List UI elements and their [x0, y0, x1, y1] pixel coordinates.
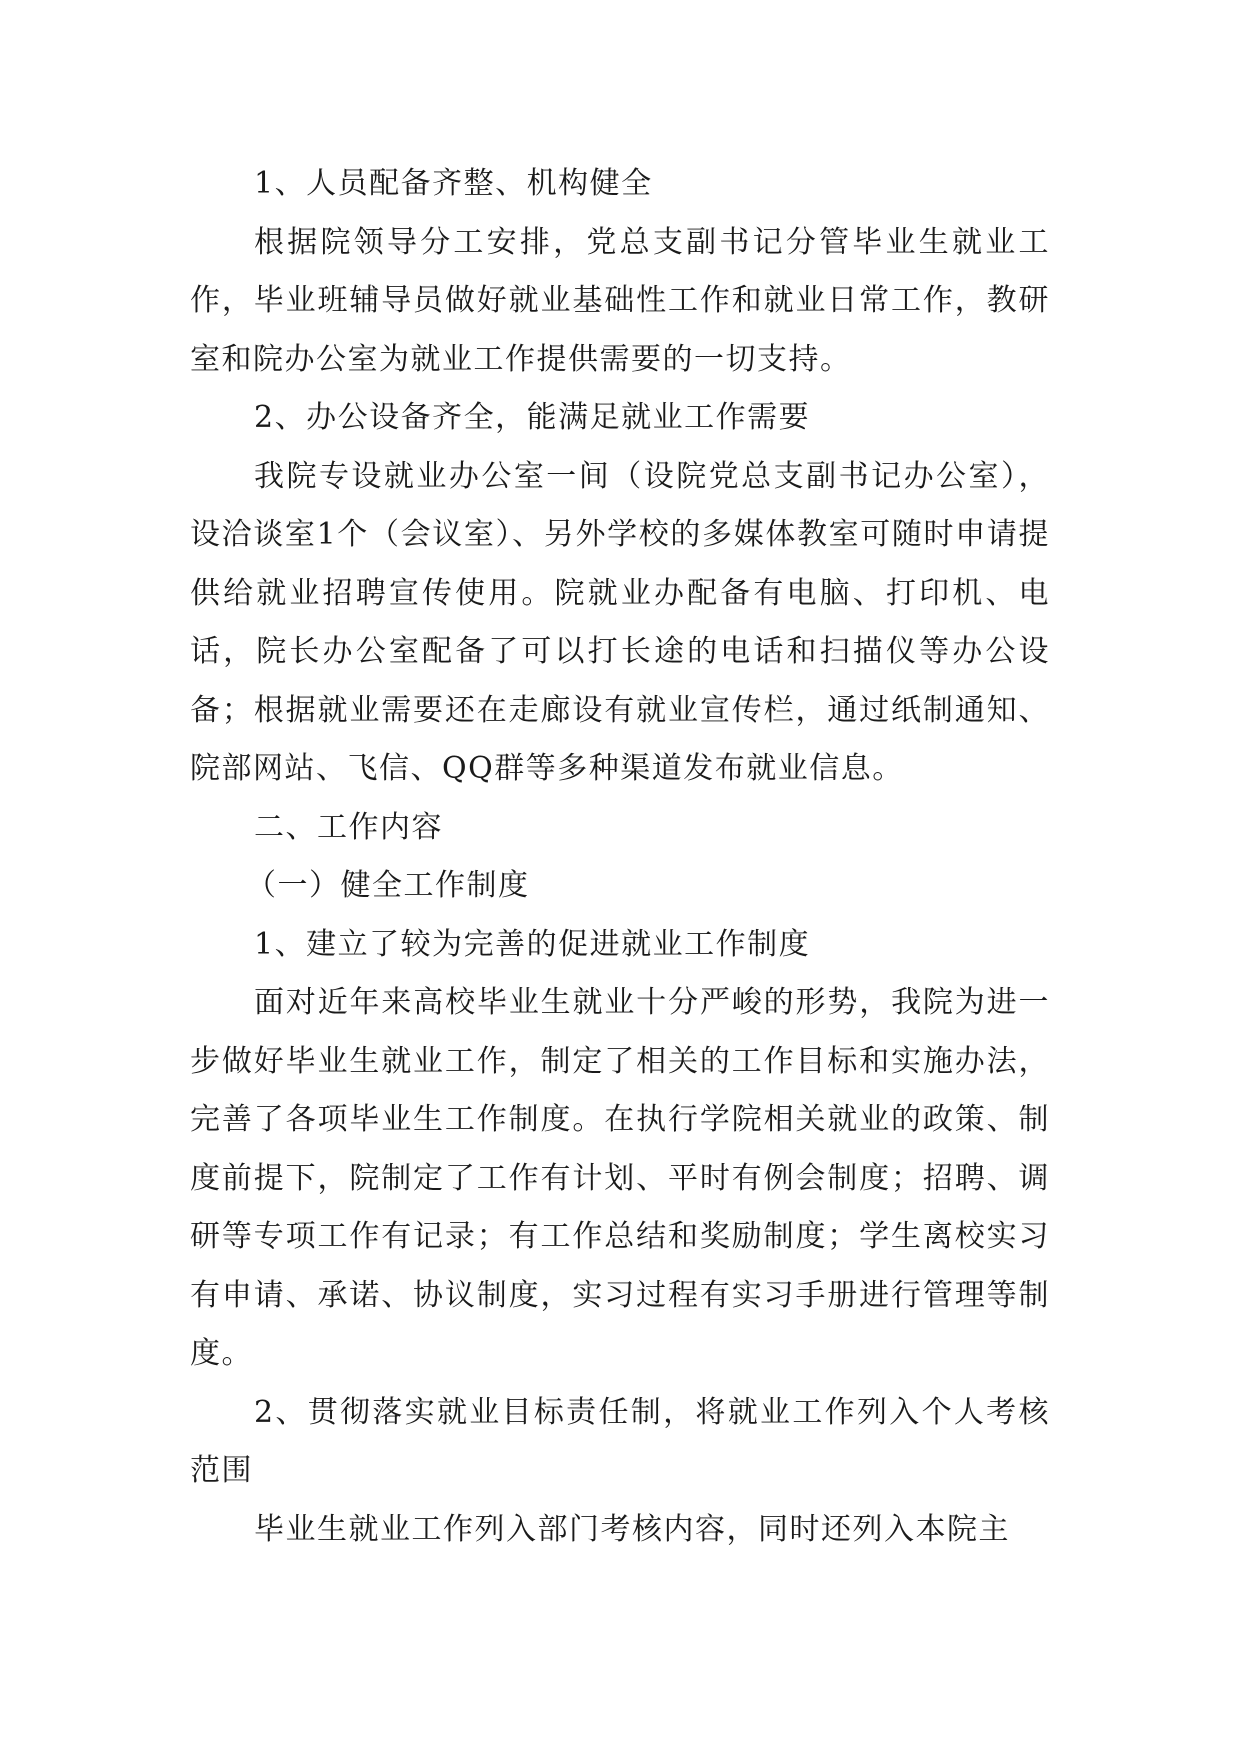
- subsection-heading-rules: （一）健全工作制度: [246, 868, 530, 903]
- section-heading-rules-established: 1、建立了较为完善的促进就业工作制度: [254, 926, 811, 962]
- paragraph-equipment: 我院专设就业办公室一间（设院党总支副书记办公室），设洽谈室1个（会议室）、另外学校的多媒体教室可随时申请提供给就业招聘宣传使用。院就业办配备有电脑、打印机、电话，院长办公室配备了可以打长途的电话和扫描仪等办公设备；根据就业需要还在走廊设有就业宣传栏，通过纸制通知、院部网站、飞信、QQ群等多种渠道发布就业信息。: [190, 458, 1050, 786]
- section-heading-responsibility: 2、贯彻落实就业目标责任制，将就业工作列入个人考核范围: [190, 1394, 1050, 1488]
- paragraph-assessment: 毕业生就业工作列入部门考核内容，同时还列入本院主: [254, 1511, 1010, 1547]
- document-body: [190, 155, 1050, 1559]
- section-heading-work-content: 二、工作内容: [254, 809, 443, 845]
- section-heading-equipment: 2、办公设备齐全，能满足就业工作需要: [254, 400, 811, 435]
- section-heading-staffing: 1、人员配备齐整、机构健全: [254, 166, 653, 201]
- paragraph-rules: 面对近年来高校毕业生就业十分严峻的形势，我院为进一步做好毕业生就业工作，制定了相关的工作目标和实施办法，完善了各项毕业生工作制度。在执行学院相关就业的政策、制度前提下，院制定了工作有计划、平时有例会制度；招聘、调研等专项工作有记录；有工作总结和奖励制度；学生离校实习有申请、承诺、协议制度，实习过程有实习手册进行管理等制度。: [190, 985, 1050, 1371]
- paragraph-staffing: 根据院领导分工安排，党总支副书记分管毕业生就业工作，毕业班辅导员做好就业基础性工作和就业日常工作，教研室和院办公室为就业工作提供需要的一切支持。: [190, 224, 1050, 377]
